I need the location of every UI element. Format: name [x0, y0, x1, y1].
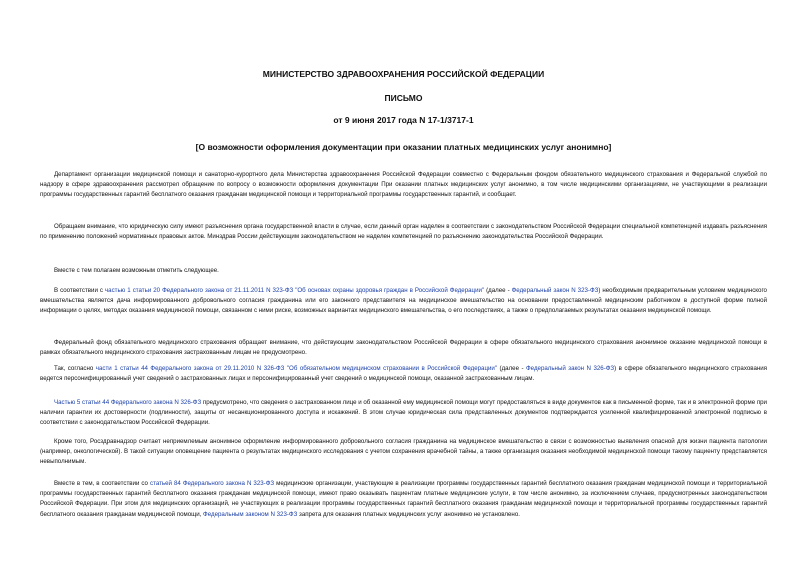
p6-text-2: (далее - [497, 365, 526, 372]
law-323-article-20-link[interactable]: частью 1 статьи 20 Федерального закона от 21.11.2011 N 323-ФЗ "Об основах охраны здоровья граждан в Российской Федерации" [104, 287, 485, 294]
p4-text-2: (далее - [484, 287, 512, 294]
law-323-link-2[interactable]: Федеральным законом N 323-ФЗ [203, 510, 298, 518]
law-326-article-44-link[interactable]: части 1 статьи 44 Федерального закона от 29.11.2010 N 326-ФЗ "Об обязательном медицинском страховании в Российской Федерации" [95, 365, 498, 372]
p9-text-3: запрета для оказания платных медицинских услуг анонимно не установлено. [297, 510, 520, 518]
document-type: ПИСЬМО [384, 93, 423, 103]
p4-text-1: В соответствии с [54, 287, 105, 294]
paragraph-8: Кроме того, Росздравнадзор считает неприемлемым анонимное оформление информированного добровольного согласия гражданина на медицинское вмешательство в связи с возможностью выявления опасной для жизни пациента патологии (например, онкологической). В такой ситуации оповещение пациента о результатах медицинского исследования с учетом сохранения врачебной тайны, а также организация оказания необходимой медицинской помощи такому пациенту представляется невыполнимым. [40, 438, 767, 466]
law-323-link[interactable]: Федеральный закон N 323-ФЗ [511, 287, 599, 294]
paragraph-5: Федеральный фонд обязательного медицинского страхования обращает внимание, что действующим законодательством Российской Федерации в сфере обязательного медицинского страхования анонимное оказание медицинской помощи в рамках обязательного медицинского страхования застрахованным лицам не предусмотрено. [40, 339, 767, 357]
paragraph-6 [40, 364, 767, 384]
law-326-article-44-part-5-link[interactable]: Частью 5 статьи 44 Федерального закона N 326-ФЗ [54, 399, 202, 406]
paragraph-1: Департамент организации медицинской помощи и санаторно-курортного дела Министерства здравоохранения Российской Федерации совместно с Федеральным фондом обязательного медицинского страхования и Федеральной службой по надзору в сфере здравоохранения рассмотрел обращение по вопросу о возможности оформления документации При оказании платных медицинских услуг анонимно, в том числе медицинскими организациями, не участвующими в реализации программы государственных гарантий бесплатного оказания гражданам медицинской помощи и территориальной программы государственных гарантий, и сообщает. [40, 171, 767, 199]
p4-text-3: ) необходимым предварительным условием медицинского вмешательства является дача информированного добровольного согласия гражданина или его законного представителя на медицинское вмешательство на основании предоставленной медицинским работником в доступной форме полной информации о целях, методах оказания медицинской помощи, связанном с ними риске, возможных вариантах медицинского вмешательства, о его последствиях, а также о предполагаемых результатах оказания медицинской помощи. [40, 287, 767, 315]
document-subject: [О возможности оформления документации при оказании платных медицинских услуг анонимно] [195, 142, 612, 152]
p9-text-1: Вместе в тем, в соответствии со [54, 480, 150, 487]
document-date-number: от 9 июня 2017 года N 17-1/3717-1 [333, 115, 474, 125]
p7-text-1: предусмотрено, что сведения о застрахованном лице и об оказанной ему медицинской помощи могут предоставляться в виде документов как в письменной форме, так и в электронной форме при наличии гарантии их достоверности (подлинности), защиты от несанкционированного доступа и искажений. В этом случае юридическая сила представленных документов подтверждается усиленной квалифицированной электронной подписью в соответствии с законодательством Российской Федерации. [40, 399, 767, 427]
law-326-link[interactable]: Федеральный закон N 326-ФЗ [526, 365, 615, 372]
p9-text-2: медицинские организации, участвующие в реализации программы государственных гарантий бесплатного оказания гражданам медицинской помощи и территориальной программы государственных гарантий бесплатного оказания гражданам медицинской помощи, имеют право оказывать пациентам платные медицинские услуги, в том числе анонимно, за исключением случаев, предусмотренных законодательством Российской Федерации. При этом для медицинских организаций, не участвующих в реализации программы государственных гарантий бесплатного оказания гражданам медицинской помощи и территориальной программы государственных гарантий бесплатного оказания гражданам медицинской помощи, [40, 480, 767, 518]
ministry-title: МИНИСТЕРСТВО ЗДРАВООХРАНЕНИЯ РОССИЙСКОЙ ФЕДЕРАЦИИ [262, 69, 545, 79]
p6-text-3: ) в сфере обязательного медицинского страхования ведется персонифицированный учет сведений о застрахованных лицах и персонифицированный учет сведений о медицинской помощи, оказанной застрахованным лицам. [40, 365, 768, 383]
law-323-article-84-link[interactable]: статьей 84 Федерального закона N 323-ФЗ [150, 480, 275, 487]
paragraph-3: Вместе с тем полагаем возможным отметить следующее. [54, 267, 219, 274]
paragraph-9 [40, 479, 767, 520]
paragraph-4 [40, 286, 767, 317]
paragraph-7 [40, 398, 767, 429]
paragraph-2: Обращаем внимание, что юридическую силу имеют разъяснения органа государственной власти в случае, если данный орган наделен в соответствии с законодательством Российской Федерации специальной компетенцией издавать разъяснения по применению положений нормативных правовых актов. Минздрав России действующим законодательством не наделен компетенцией по разъяснению законодательства Российской Федерации. [40, 223, 767, 241]
p6-text-1: Так, согласно [54, 365, 96, 372]
